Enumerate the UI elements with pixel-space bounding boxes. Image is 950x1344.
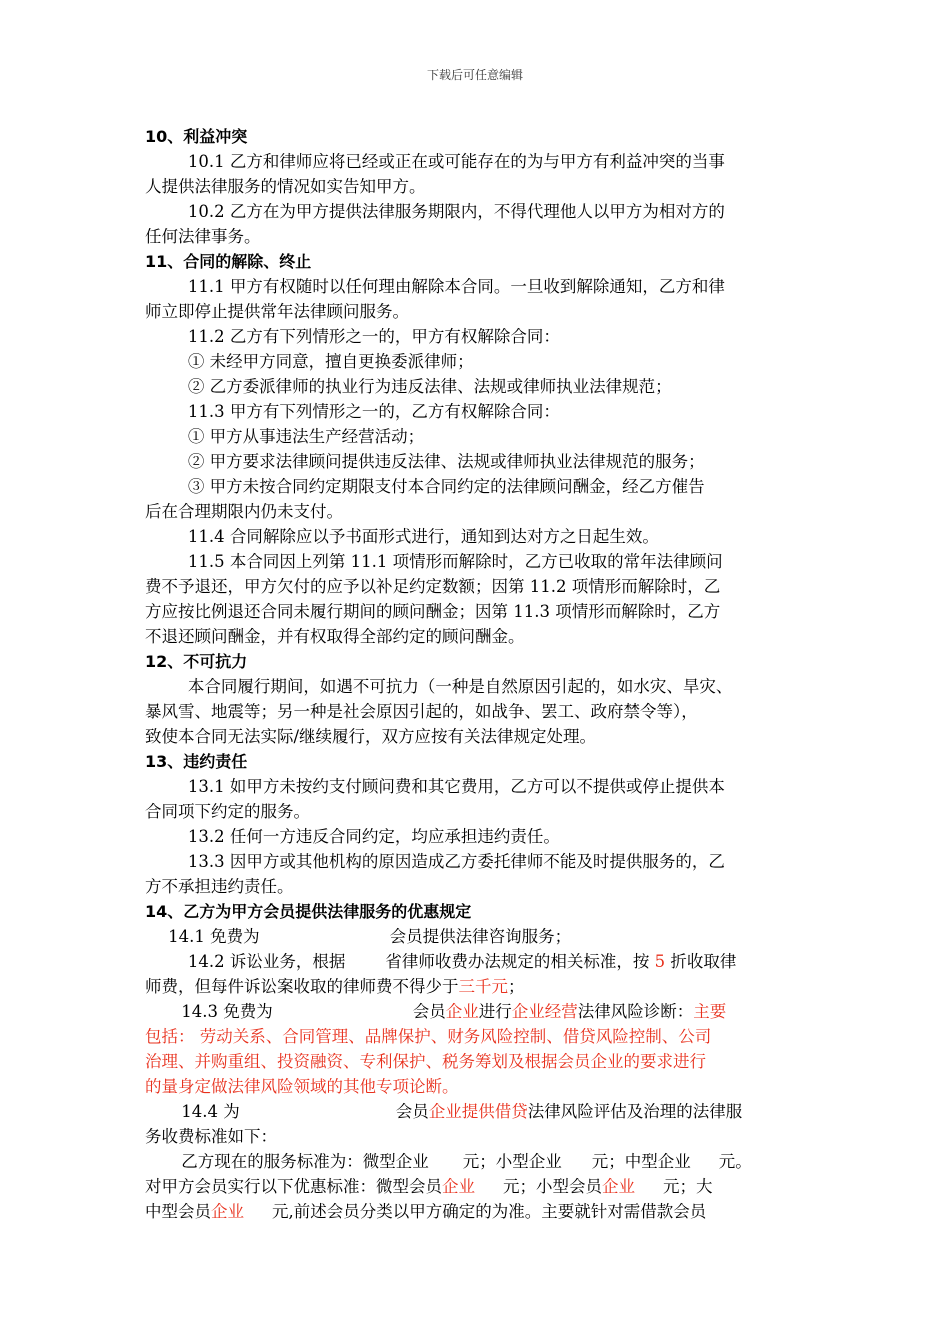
highlight-text: 5 xyxy=(654,952,666,971)
paragraph xyxy=(145,1174,815,1199)
section-heading: 11、合同的解除、终止 xyxy=(145,252,312,271)
paragraph xyxy=(145,1149,815,1174)
paragraph: 费不予退还，甲方欠付的应予以补足约定数额；因第 11.2 项情形而解除时，乙 xyxy=(145,577,721,596)
section-heading: 14、乙方为甲方会员提供法律服务的优惠规定 xyxy=(145,902,472,921)
paragraph xyxy=(145,1099,815,1124)
text: 14.2 诉讼业务，根据 xyxy=(187,952,346,971)
paragraph xyxy=(145,949,815,974)
text: 省律师收费办法规定的相关标准，按 xyxy=(385,952,650,971)
paragraph: 合同项下约定的服务。 xyxy=(145,802,310,821)
text: 乙方现在的服务标准为：微型企业 xyxy=(181,1152,429,1171)
paragraph: 13.3 因甲方或其他机构的原因造成乙方委托律师不能及时提供服务的，乙 xyxy=(187,852,725,871)
highlight-text: 企业经营 xyxy=(511,1002,578,1021)
paragraph: 11.2 乙方有下列情形之一的，甲方有权解除合同： xyxy=(187,327,560,346)
paragraph: 暴风雪、地震等；另一种是社会原因引起的，如战争、罢工、政府禁令等）， xyxy=(145,702,698,721)
text: 14.3 免费为 xyxy=(181,1002,273,1021)
paragraph: 11.5 本合同因上列第 11.1 项情形而解除时，乙方已收取的常年法律顾问 xyxy=(187,552,723,571)
paragraph: 13.1 如甲方未按约支付顾问费和其它费用，乙方可以不提供或停止提供本 xyxy=(187,777,725,796)
paragraph: 方不承担违约责任。 xyxy=(145,877,294,896)
text: 元。 xyxy=(718,1152,752,1171)
section-heading: 13、违约责任 xyxy=(145,752,248,771)
text: 14.1 免费为 xyxy=(168,927,260,946)
paragraph xyxy=(145,999,815,1024)
text: 法律风险评估及治理的法律服 xyxy=(527,1102,743,1121)
page-header: 下载后可任意编辑 xyxy=(426,68,523,82)
section-heading: 12、不可抗力 xyxy=(145,652,248,671)
text: 中型会员 xyxy=(145,1202,211,1221)
list-item: ③ 甲方未按合同约定期限支付本合同约定的法律顾问酬金，经乙方催告 xyxy=(187,477,705,496)
highlight-text: 企业 xyxy=(211,1202,244,1221)
list-item: ① 甲方从事违法生产经营活动； xyxy=(187,427,425,446)
paragraph: 11.1 甲方有权随时以任何理由解除本合同。一旦收到解除通知，乙方和律 xyxy=(187,277,725,296)
text: 元；小型企业 xyxy=(462,1152,562,1171)
list-item: ② 甲方要求法律顾问提供违反法律、法规或律师执业法律规范的服务； xyxy=(187,452,705,471)
paragraph: 不退还顾问酬金，并有权取得全部约定的顾问酬金。 xyxy=(145,627,525,646)
text: 元；大 xyxy=(663,1177,713,1196)
paragraph: 任何法律事务。 xyxy=(145,227,261,246)
highlight-paragraph: 的量身定做法律风险领域的其他专项论断。 xyxy=(145,1077,459,1096)
text: 对甲方会员实行以下优惠标准：微型会员 xyxy=(145,1177,442,1196)
highlight-text: 企业 xyxy=(445,1002,479,1021)
paragraph: 致使本合同无法实际/继续履行，双方应按有关法律规定处理。 xyxy=(145,727,597,746)
list-item: ① 未经甲方同意，擅自更换委派律师； xyxy=(187,352,474,371)
highlight-paragraph: 治理、并购重组、投资融资、专利保护、税务筹划及根据会员企业的要求进行 xyxy=(145,1052,706,1071)
paragraph: 本合同履行期间，如遇不可抗力（一种是自然原因引起的，如水灾、旱灾、 xyxy=(187,677,733,696)
highlight-text: 三千元 xyxy=(458,977,508,996)
text: 元；小型会员 xyxy=(503,1177,602,1196)
text: 折收取律 xyxy=(670,952,737,971)
text: 元,前述会员分类以甲方确定的为准。主要就针对需借款会员 xyxy=(272,1202,707,1221)
paragraph: 后在合理期限内仍未支付。 xyxy=(145,502,343,521)
paragraph: 10.1 乙方和律师应将已经或正在或可能存在的为与甲方有利益冲突的当事 xyxy=(187,152,725,171)
text: 法律风险诊断： xyxy=(577,1002,694,1021)
paragraph: 师立即停止提供常年法律顾问服务。 xyxy=(145,302,409,321)
paragraph: 方应按比例退还合同未履行期间的顾问酬金；因第 11.3 项情形而解除时，乙方 xyxy=(145,602,721,621)
text: 进行 xyxy=(478,1002,512,1021)
paragraph: 13.2 任何一方违反合同约定，均应承担违约责任。 xyxy=(187,827,560,846)
document-body xyxy=(145,124,815,1224)
paragraph: 10.2 乙方在为甲方提供法律服务期限内，不得代理他人以甲方为相对方的 xyxy=(187,202,725,221)
highlight-paragraph: 包括： 劳动关系、合同管理、品牌保护、财务风险控制、借贷风险控制、公司 xyxy=(145,1027,712,1046)
paragraph: 11.3 甲方有下列情形之一的，乙方有权解除合同： xyxy=(187,402,560,421)
text: ； xyxy=(508,977,525,996)
text: 会员 xyxy=(412,1002,446,1021)
paragraph xyxy=(145,974,815,999)
paragraph xyxy=(145,924,815,949)
text: 会员 xyxy=(395,1102,429,1121)
highlight-text: 企业 xyxy=(602,1177,635,1196)
text: 元；中型企业 xyxy=(591,1152,691,1171)
text: 师费，但每件诉讼案收取的律师费不得少于 xyxy=(145,977,459,996)
paragraph: 务收费标准如下： xyxy=(145,1127,277,1146)
highlight-text: 主要 xyxy=(693,1002,727,1021)
text: 14.4 为 xyxy=(181,1102,240,1121)
highlight-text: 企业 xyxy=(442,1177,475,1196)
text: 会员提供法律咨询服务； xyxy=(389,927,572,946)
paragraph: 11.4 合同解除应以予书面形式进行，通知到达对方之日起生效。 xyxy=(187,527,659,546)
highlight-text: 企业提供借贷 xyxy=(428,1102,528,1121)
paragraph xyxy=(145,1199,815,1224)
section-heading: 10、利益冲突 xyxy=(145,127,248,146)
list-item: ② 乙方委派律师的执业行为违反法律、法规或律师执业法律规范； xyxy=(187,377,672,396)
paragraph: 人提供法律服务的情况如实告知甲方。 xyxy=(145,177,426,196)
